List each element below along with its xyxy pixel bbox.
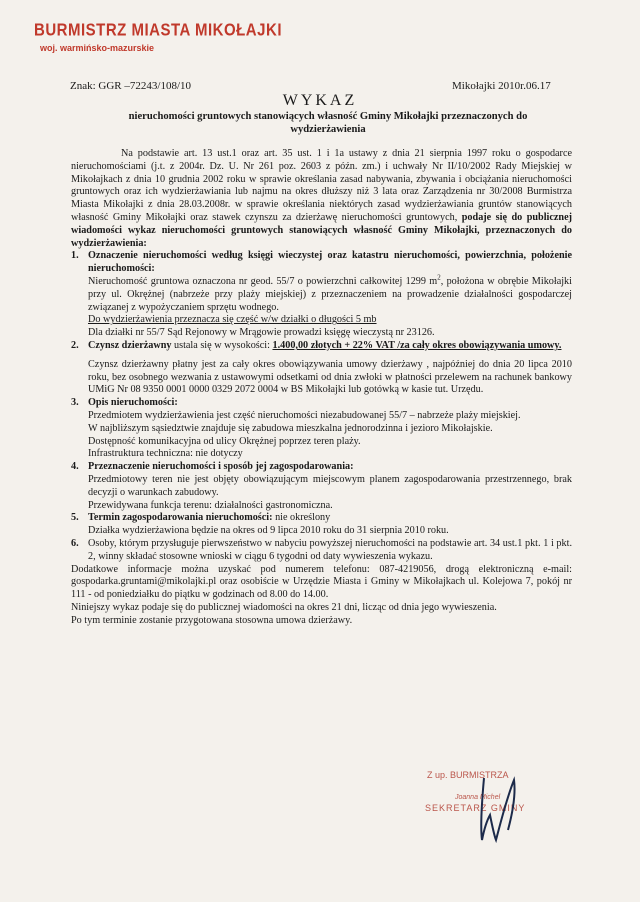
document-title: WYKAZ bbox=[282, 92, 358, 109]
signature-stamp-line-1: Z up. BURMISTRZA bbox=[427, 770, 509, 780]
reference-number: Znak: GGR –72243/108/10 bbox=[70, 80, 191, 92]
items-list bbox=[71, 250, 572, 563]
item-text: Osoby, którym przysługuje pierwszeństwo w nabyciu powyższej nieruchomości na podstawie art. 34 ust.1 pkt. 1 i pkt. 2, winny składać stosowne wnioski w ciągu 6 tygodni od daty wywieszenia wykazu. bbox=[88, 537, 572, 562]
item-heading: Opis nieruchomości: bbox=[88, 397, 178, 409]
item-text: Czynsz dzierżawny płatny jest za cały okres obowiązywania umowy dzierżawy , najpóźniej do dnia 20 lipca 2010 roku, bez osobnego wezwania z ustawowymi odsetkami od dnia zwłoki w płatności przelewem na rachunek bankowy UMiG Nr 08 9350 0001 0000 0329 2072 0004 w BS Mikołajki lub gotówką w kasie tut. Urzędu. bbox=[88, 358, 572, 396]
item-text: Przewidywana funkcja terenu: działalności gastronomiczna. bbox=[88, 499, 333, 511]
item-text: Nieruchomość gruntowa oznaczona nr geod. 55/7 o powierzchni całkowitej 1299 $m^2$, położona w obrębie Mikołajki przy ul. Okrężnej (nabrzeże przy plaży miejskiej) z przeznaczeniem na prowadzenie działalności gospodarczej związanej z wypożyczaniem sprzętu wodnego. bbox=[88, 273, 572, 313]
item-number: 5. bbox=[71, 512, 79, 524]
signature-stamp-line-2: Joanna Michel bbox=[455, 794, 501, 801]
item-heading-line: Czynsz dzierżawny ustala się w wysokości: 1.400,00 złotych + 22% VAT /za cały okres obowiązywania umowy. bbox=[88, 339, 562, 351]
item-text: Przedmiotem wydzierżawienia jest część nieruchomości niezabudowanej 55/7 – nabrzeże plaży miejskiej. bbox=[88, 409, 521, 421]
intro-paragraph bbox=[71, 148, 572, 250]
item-text: Dla działki nr 55/7 Sąd Rejonowy w Mrągowie prowadzi księgę wieczystą nr 23126. bbox=[88, 327, 435, 339]
item-text: Przedmiotowy teren nie jest objęty obowiązującym miejscowym planem zagospodarowania przestrzennego, brak decyzji o warunkach zabudowy. bbox=[88, 473, 572, 498]
item-number: 1. bbox=[71, 250, 79, 262]
item-heading: Oznaczenie nieruchomości według księgi wieczystej oraz katastru nieruchomości, powierzchnia, położenie nieruchomości: bbox=[88, 250, 572, 275]
contact-paragraph: Dodatkowe informacje można uzyskać pod numerem telefonu: 087-4219056, drogą elektroniczną e-mail: gospodarka.gruntami@mikolajki.pl oraz osobiście w Urzędzie Miasta i Gminy w Mikołajkach ul. Kolejowa 7, pokój nr 111 - od poniedziałku do piątku w godzinach od 8.00 do 14.00. bbox=[71, 563, 572, 601]
item-heading: Czynsz dzierżawny bbox=[88, 339, 172, 351]
item-number: 2. bbox=[71, 339, 79, 351]
list-item bbox=[71, 340, 572, 397]
list-item bbox=[71, 397, 572, 461]
intro-text: Na podstawie art. 13 ust.1 oraz art. 35 ust. 1 i 1a ustawy z dnia 21 sierpnia 1997 roku o gospodarce nieruchomościami (j.t. z 2004r. Dz. U. Nr 261 poz. 2603 z późn. zm.) i uchwały Nr II/10/2002 Rady Miejskiej w Mikołajkach z dnia 10 grudnia 2002 roku w sprawie określania zasad nabywania, zbywania i obciążania nieruchomości gruntowych oraz ich wydzierżawiania lub najmu na okres dłuższy niż 3 lata oraz Zarządzenia nr 30/2008 Burmistrza Miasta Mikołajki z dnia 28.03.2008r. w sprawie określania niektórych zasad wydzierżawiania gruntów stanowiących własność Gminy Mikołajki oraz stawek czynszu za dzierżawę nieruchomości gruntowych, bbox=[71, 148, 572, 223]
document-subtitle: nieruchomości gruntowych stanowiących własność Gminy Mikołajki przeznaczonych do wydzierżawienia bbox=[128, 111, 528, 135]
posting-paragraph: Niniejszy wykaz podaje się do publicznej wiadomości na okres 21 dni, licząc od dnia jego wywieszenia. bbox=[71, 601, 497, 613]
handwritten-signature-icon bbox=[470, 770, 540, 850]
closing-paragraph: Po tym terminie zostanie przygotowana stosowna umowa dzierżawy. bbox=[71, 614, 353, 626]
intro-bold: podaje się do publicznej wiadomości wykaz nieruchomości gruntowych stanowiących własność Gminy Mikołajki, przeznaczonych do wydzierżawienia: bbox=[71, 211, 572, 249]
item-number: 3. bbox=[71, 397, 79, 409]
item-text: W najbliższym sąsiedztwie znajduje się zabudowa mieszkalna jednorodzinna i jezioro Mikołajskie. bbox=[88, 422, 493, 434]
document-body bbox=[71, 148, 572, 627]
item-heading: Przeznaczenie nieruchomości i sposób jej zagospodarowania: bbox=[88, 461, 354, 473]
item-heading: Termin zagospodarowania nieruchomości: bbox=[88, 512, 273, 524]
item-underlined-text: Do wydzierżawienia przeznacza się część w/w działki o długości 5 mb bbox=[88, 314, 377, 326]
list-item bbox=[71, 250, 572, 340]
list-item bbox=[71, 461, 572, 512]
item-number: 4. bbox=[71, 461, 79, 473]
item-text: Dostępność komunikacyjna od ulicy Okrężnej poprzez teren plaży. bbox=[88, 435, 361, 447]
item-number: 6. bbox=[71, 537, 79, 549]
header-stamp bbox=[34, 22, 282, 53]
item-text: Infrastruktura techniczna: nie dotyczy bbox=[88, 448, 243, 460]
item-text: Działka wydzierżawiona będzie na okres od 9 lipca 2010 roku do 31 sierpnia 2010 roku. bbox=[88, 525, 449, 537]
document-date: Mikołajki 2010r.06.17 bbox=[452, 80, 551, 92]
stamp-line-1: BURMISTRZ MIASTA MIKOŁAJKI bbox=[34, 20, 282, 41]
list-item bbox=[71, 538, 572, 564]
item-heading-line: Termin zagospodarowania nieruchomości: nie określony bbox=[88, 512, 331, 524]
signature-stamp-line-3: SEKRETARZ GMINY bbox=[425, 803, 526, 813]
stamp-line-2: woj. warmińsko-mazurskie bbox=[40, 43, 155, 53]
list-item bbox=[71, 512, 572, 538]
rent-amount: 1.400,00 złotych + 22% VAT /za cały okres obowiązywania umowy. bbox=[272, 339, 562, 351]
